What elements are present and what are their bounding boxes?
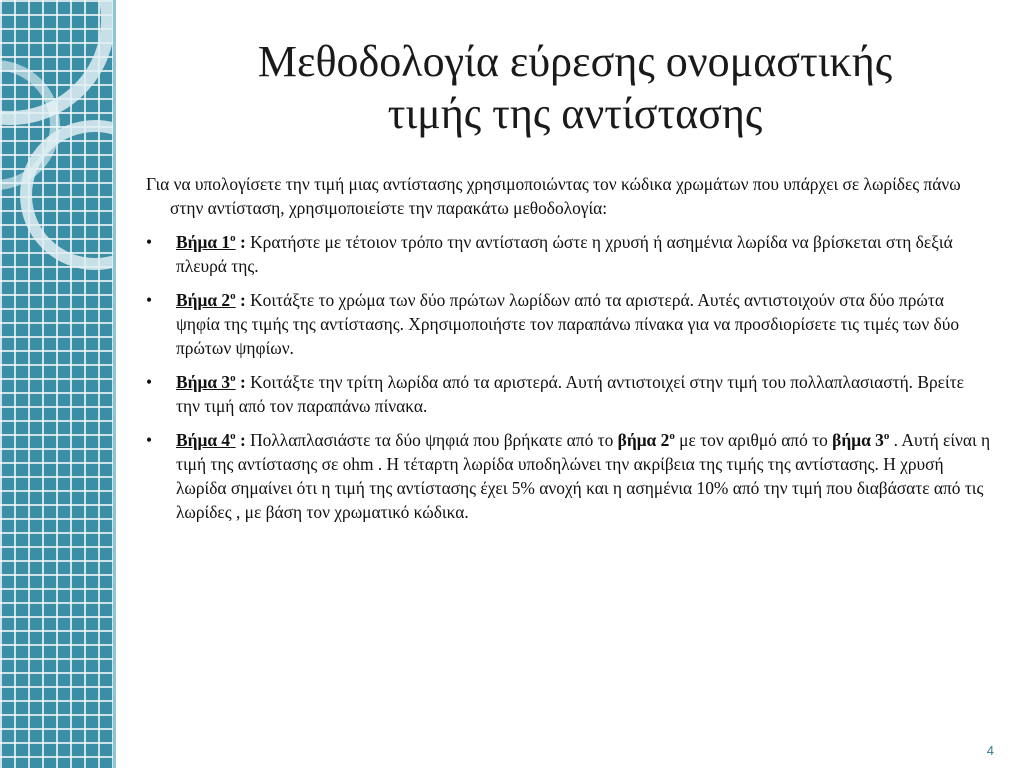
step-text: Κρατήστε με τέτοιον τρόπο την αντίσταση ώστε η χρυσή ή ασημένια λωρίδα να βρίσκεται στη δεξιά πλευρά της. [176,232,953,276]
bullet: • [146,290,153,310]
step-text: Κοιτάξτε την τρίτη λωρίδα από τα αριστερά. Αυτή αντιστοιχεί στην τιμή του πολλαπλασιαστή. Βρείτε την τιμή από τον παραπάνω πίνακα. [176,372,964,416]
step-text-a: Πολλαπλασιάστε τα δύο ψηφιά που βρήκατε από το [245,430,618,450]
step-text: Κοιτάξτε το χρώμα των δύο πρώτων λωρίδων από τα αριστερά. Αυτές αντιστοιχούν στα δύο πρώτα ψηφία της τιμής της αντίστασης. Χρησιμοποιήστε τον παραπάνω πίνακα για να προσδιορίσετε τις τιμές των δύο πρώτων ψηφίων. [176,290,960,358]
step-text-b: με τον αριθμό από το [674,430,833,450]
page-number: 4 [986,743,994,758]
steps-list [146,230,991,524]
title-line-2: τιμής της αντίστασης [387,89,763,138]
slide-content [146,172,991,534]
slide-title [140,36,1010,140]
step-item-3 [146,370,991,418]
step-item-2 [146,288,991,360]
step-item-1 [146,230,991,278]
step-label: Βήμα $1^o$ [176,232,236,252]
intro-paragraph: Για να υπολογίσετε την τιμή μιας αντίστασης χρησιμοποιώντας τον κώδικα χρωμάτων που υπάρχει σε λωρίδες πάνω στην αντίσταση, χρησιμοποιείστε την παρακάτω μεθοδολογία: [146,174,961,218]
step-ref-2: βήμα $2^o$ [617,430,675,450]
bullet: • [146,232,153,252]
step-colon: : [235,430,246,450]
step-colon: : [235,372,246,392]
step-text-c: . Αυτή είναι η τιμή της αντίστασης σε ohm . Η τέταρτη λωρίδα υποδηλώνει την ακρίβεια της τιμής της αντίστασης. Η χρυσή λωρίδα σημαίνει ότι η τιμή της αντίστασης έχει 5% ανοχή και η ασημένια 10% από την τιμή που διαβάσατε από τις λωρίδες , με βάση τον χρωματικό κώδικα. [176,430,991,522]
step-colon: : [235,232,246,252]
step-colon: : [235,290,246,310]
step-ref-3: βήμα $3^o$ [832,430,890,450]
decorative-sidebar [0,0,113,768]
bullet: • [146,372,153,392]
sidebar-edge [113,0,116,768]
step-label: Βήμα $2^o$ [176,290,236,310]
step-label: Βήμα $3^o$ [176,372,236,392]
title-line-1: Μεθοδολογία εύρεσης ονομαστικής [257,37,893,86]
step-label: Βήμα $4^o$ [176,430,236,450]
step-item-4 [146,428,991,524]
bullet: • [146,430,153,450]
